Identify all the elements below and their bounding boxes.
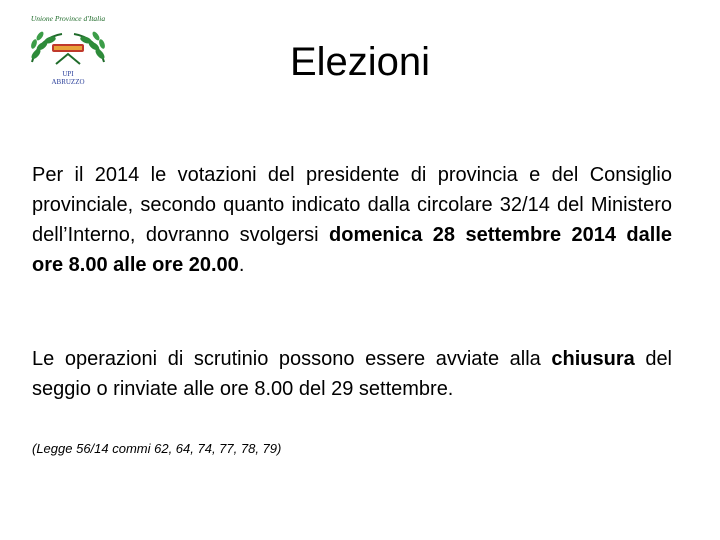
logo-abruzzo-text: ABRUZZO [51, 78, 85, 86]
page-title: Elezioni [289, 40, 431, 84]
counting-paragraph [32, 344, 672, 404]
paragraph2-text-b: del seggio o rinviate alle ore 8.00 del 29 settembre. [32, 348, 673, 400]
laurel-emblem-icon [26, 24, 110, 70]
paragraph1-text-a: Per il 2014 le votazioni del presidente di provincia e del Consiglio provinciale, secondo quanto indicato dalla circolare 32/14 del Ministero dell’Interno, dovranno svolgersi [32, 164, 672, 246]
election-date-paragraph [32, 160, 672, 280]
upi-abruzzo-logo [22, 12, 114, 92]
legal-reference-note: (Legge 56/14 commi 62, 64, 74, 77, 78, 79) [32, 441, 282, 456]
paragraph1-text-b: . [238, 254, 245, 276]
paragraph2-text-a: Le operazioni di scrutinio possono essere avviate alla [32, 348, 552, 370]
closure-bold: chiusura [551, 348, 635, 370]
logo-top-text: Unione Province d'Italia [30, 14, 106, 23]
election-date-bold: domenica 28 settembre 2014 dalle ore 8.00 alle ore 20.00 [32, 224, 673, 276]
logo-upi-text: UPI [62, 70, 74, 78]
